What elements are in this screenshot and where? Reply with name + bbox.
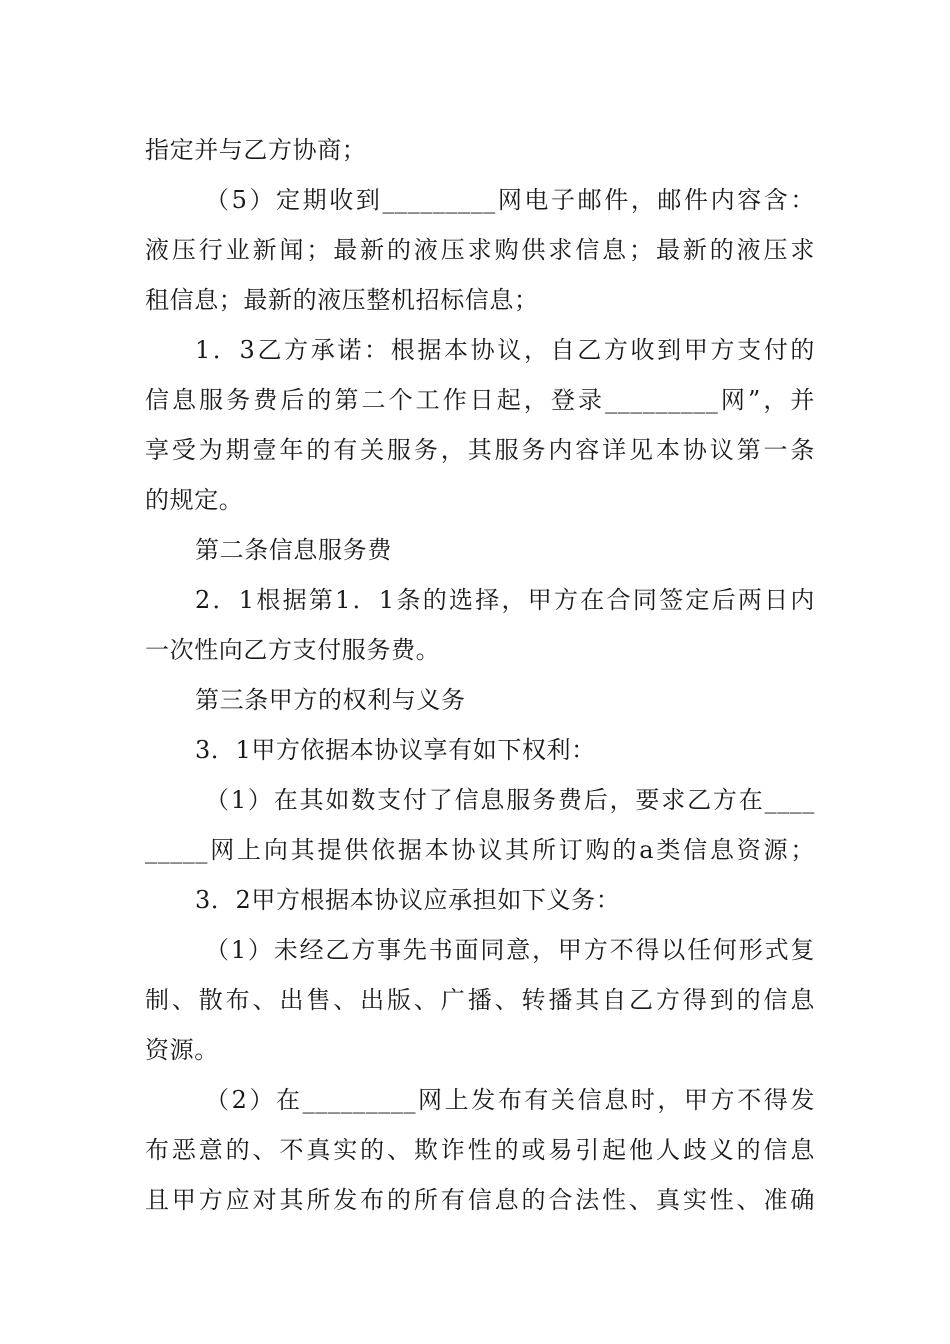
- section-heading-3: 第三条甲方的权利与义务: [195, 686, 466, 714]
- text-line-6: 信息服务费后的第二个工作日起，登录_________网”，并: [145, 386, 815, 414]
- text-line-3: 液压行业新闻；最新的液压求购供求信息；最新的液压求: [145, 236, 815, 264]
- text-line-13: 3．1甲方依据本协议享有如下权利：: [195, 736, 596, 764]
- text-line-17: （1）未经乙方事先书面同意，甲方不得以任何形式复: [205, 936, 815, 964]
- text-line-10: 2．1根据第1．1条的选择，甲方在合同签定后两日内: [195, 586, 815, 614]
- text-line-21: 布恶意的、不真实的、欺诈性的或易引起他人歧义的信息: [145, 1136, 815, 1164]
- text-line-22: 且甲方应对其所发布的所有信息的合法性、真实性、准确: [145, 1186, 815, 1214]
- text-line-11: 一次性向乙方支付服务费。: [145, 636, 441, 664]
- text-line-7: 享受为期壹年的有关服务，其服务内容详见本协议第一条: [145, 436, 815, 464]
- text-line-4: 租信息；最新的液压整机招标信息；: [145, 286, 539, 314]
- text-line-20: （2）在_________网上发布有关信息时，甲方不得发: [205, 1086, 815, 1114]
- text-line-8: 的规定。: [145, 486, 244, 514]
- text-line-15: _____网上向其提供依据本协议其所订购的a类信息资源；: [145, 836, 815, 864]
- text-line-18: 制、散布、出售、出版、广播、转播其自乙方得到的信息: [145, 986, 815, 1014]
- text-line-19: 资源。: [145, 1036, 219, 1064]
- text-line-2: （5）定期收到_________网电子邮件，邮件内容含：: [205, 186, 815, 214]
- text-line-14: （1）在其如数支付了信息服务费后，要求乙方在____: [205, 786, 815, 814]
- text-line-5: 1．3乙方承诺：根据本协议，自乙方收到甲方支付的: [195, 336, 815, 364]
- text-line-1: 指定并与乙方协商；: [145, 136, 367, 164]
- text-line-16: 3．2甲方根据本协议应承担如下义务：: [195, 886, 621, 914]
- section-heading-2: 第二条信息服务费: [195, 536, 392, 564]
